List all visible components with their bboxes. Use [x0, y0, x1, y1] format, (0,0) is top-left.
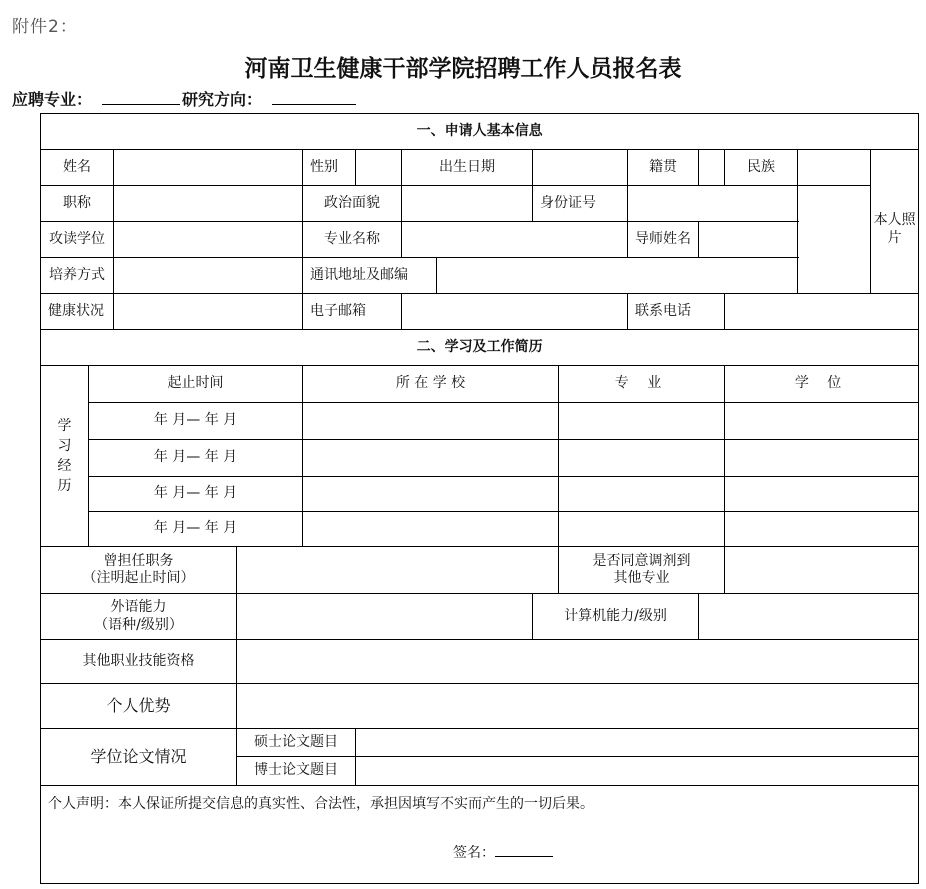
school-cell[interactable]	[303, 477, 559, 512]
photo-area[interactable]	[871, 150, 919, 294]
period-cell[interactable]: 年 月— 年 月	[89, 403, 303, 440]
email-label: 电子邮箱	[303, 294, 402, 330]
supervisor-name-label: 导师姓名	[628, 222, 699, 258]
degree-cell[interactable]	[725, 512, 919, 547]
school-cell[interactable]	[303, 512, 559, 547]
address-postcode-label: 通讯地址及邮编	[303, 258, 437, 294]
positions-held-field[interactable]	[237, 547, 559, 594]
major-name-label: 专业名称	[303, 222, 402, 258]
major-cell[interactable]	[559, 477, 725, 512]
other-qualifications-label: 其他职业技能资格	[41, 640, 237, 684]
id-number-label: 身份证号	[533, 186, 628, 222]
strengths-field[interactable]	[237, 684, 919, 729]
col-major-header: 专 业	[559, 366, 725, 403]
strengths-label: 个人优势	[41, 684, 237, 729]
period-cell[interactable]: 年 月— 年 月	[89, 440, 303, 477]
computer-skill-label: 计算机能力/级别	[533, 594, 699, 640]
direction-label: 研究方向：	[182, 90, 263, 109]
major-label: 应聘专业：	[12, 90, 93, 109]
training-mode-field[interactable]	[114, 258, 303, 294]
health-status-field[interactable]	[114, 294, 303, 330]
degree-cell[interactable]	[725, 477, 919, 512]
col-period-header: 起止时间	[89, 366, 303, 403]
attachment-label: 附件2：	[12, 17, 78, 37]
signature-label: 签名：	[453, 844, 495, 861]
native-place-field[interactable]	[699, 150, 725, 186]
study-experience-label: 学习经历	[41, 366, 89, 547]
phd-thesis-label: 博士论文题目	[237, 757, 356, 786]
degree-cell[interactable]	[725, 403, 919, 440]
major-cell[interactable]	[559, 440, 725, 477]
other-qualifications-field[interactable]	[237, 640, 919, 684]
id-number-field[interactable]	[628, 186, 798, 222]
address-postcode-field[interactable]	[437, 258, 798, 294]
period-cell[interactable]: 年 月— 年 月	[89, 512, 303, 547]
col-degree-header: 学 位	[725, 366, 919, 403]
supervisor-name-field[interactable]	[699, 222, 798, 258]
title-rank-field[interactable]	[114, 186, 303, 222]
title-rank-label: 职称	[41, 186, 114, 222]
email-field[interactable]	[402, 294, 628, 330]
registration-form-table	[40, 113, 919, 884]
birth-date-field[interactable]	[533, 150, 628, 186]
thesis-label: 学位论文情况	[41, 729, 237, 786]
phone-label: 联系电话	[628, 294, 725, 330]
period-cell[interactable]: 年 月— 年 月	[89, 477, 303, 512]
phd-thesis-field[interactable]	[356, 757, 919, 786]
name-label: 姓名	[41, 150, 114, 186]
positions-held-label: 曾担任职务 （注明起止时间）	[41, 547, 237, 594]
section-basic-info: 一、申请人基本信息	[41, 114, 919, 150]
direction-blank[interactable]	[272, 104, 356, 105]
degree-pursued-label: 攻读学位	[41, 222, 114, 258]
phone-field[interactable]	[725, 294, 919, 330]
foreign-language-field[interactable]	[237, 594, 533, 640]
school-cell[interactable]	[303, 440, 559, 477]
col-school-header: 所 在 学 校	[303, 366, 559, 403]
ethnicity-field[interactable]	[798, 150, 871, 186]
training-mode-label: 培养方式	[41, 258, 114, 294]
birth-date-label: 出生日期	[402, 150, 533, 186]
major-cell[interactable]	[559, 403, 725, 440]
declaration-text: 个人声明：本人保证所提交信息的真实性、合法性，承担因填写不实而产生的一切后果。	[48, 796, 594, 812]
signature-blank[interactable]	[495, 844, 553, 857]
school-cell[interactable]	[303, 403, 559, 440]
foreign-language-label: 外语能力 （语种/级别）	[41, 594, 237, 640]
computer-skill-field[interactable]	[699, 594, 919, 640]
name-field[interactable]	[114, 150, 303, 186]
major-cell[interactable]	[559, 512, 725, 547]
ethnicity-label: 民族	[725, 150, 798, 186]
political-status-field[interactable]	[402, 186, 533, 222]
signature-line	[41, 814, 918, 863]
photo-label: 本人照片	[873, 212, 916, 246]
degree-pursued-field[interactable]	[114, 222, 303, 258]
section-resume: 二、学习及工作简历	[41, 330, 919, 366]
agree-adjust-field[interactable]	[725, 547, 919, 594]
form-title: 河南卫生健康干部学院招聘工作人员报名表	[244, 55, 682, 82]
agree-adjust-label: 是否同意调剂到 其他专业	[559, 547, 725, 594]
major-blank[interactable]	[102, 104, 180, 105]
master-thesis-field[interactable]	[356, 729, 919, 757]
degree-cell[interactable]	[725, 440, 919, 477]
health-status-label: 健康状况	[41, 294, 114, 330]
major-name-field[interactable]	[402, 222, 628, 258]
political-status-label: 政治面貌	[303, 186, 402, 222]
master-thesis-label: 硕士论文题目	[237, 729, 356, 757]
gender-field[interactable]	[356, 150, 402, 186]
declaration-cell	[41, 786, 919, 884]
native-place-label: 籍贯	[628, 150, 699, 186]
gender-label: 性别	[303, 150, 356, 186]
